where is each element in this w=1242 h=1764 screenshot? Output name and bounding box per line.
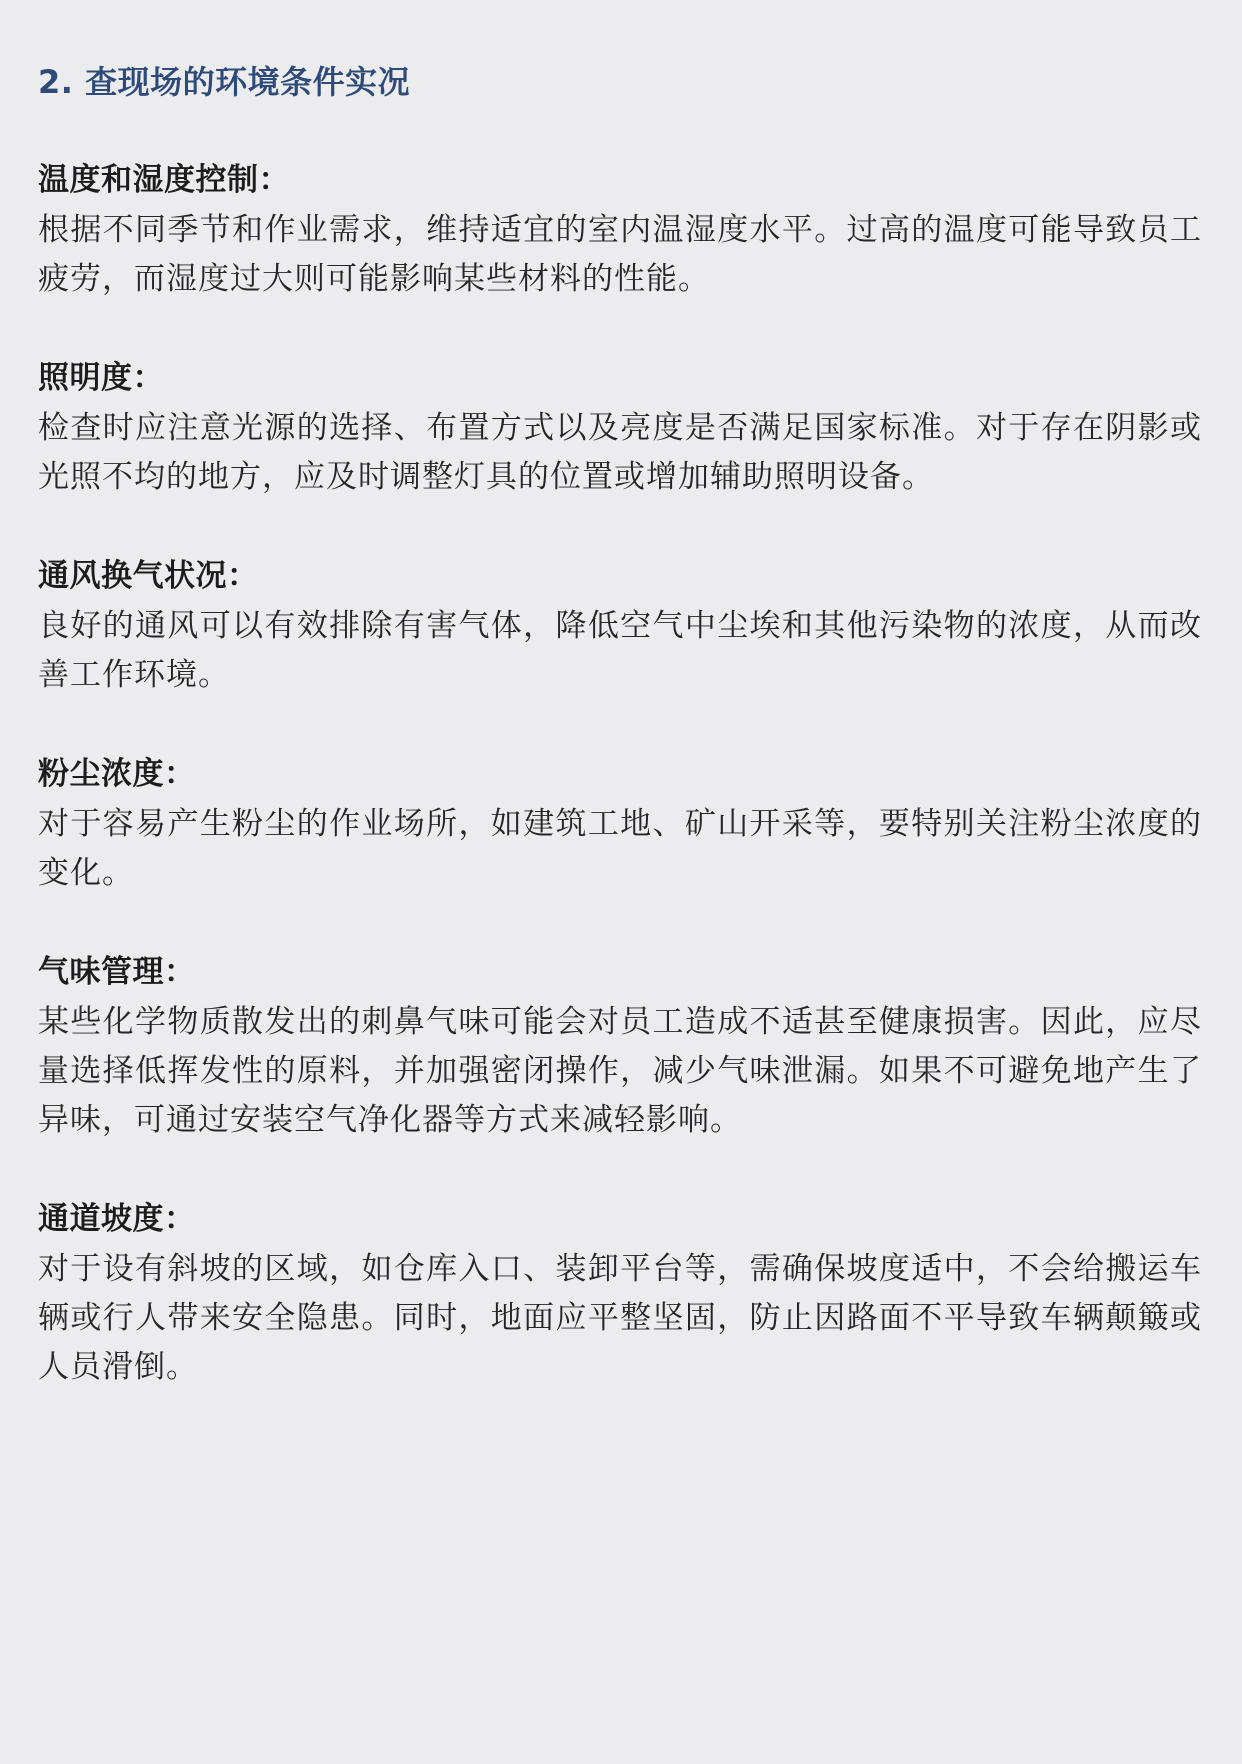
item-heading: 粉尘浓度：: [38, 756, 196, 792]
item-body: 对于设有斜坡的区域，如仓库入口、装卸平台等，需确保坡度适中，不会给搬运车辆或行人带来安全隐患。同时，地面应平整坚固，防止因路面不平导致车辆颠簸或人员滑倒。: [38, 1251, 1202, 1385]
item-heading: 通风换气状况：: [38, 558, 259, 594]
condition-item-odor: [38, 948, 1202, 1145]
condition-item-ventilation: [38, 552, 1202, 700]
item-heading: 照明度：: [38, 360, 164, 396]
condition-item-slope: [38, 1195, 1202, 1392]
section-title: 2. 查现场的环境条件实况: [38, 63, 411, 101]
condition-item-temperature-humidity: [38, 156, 1202, 304]
condition-list: [38, 156, 1202, 1392]
item-body: 检查时应注意光源的选择、布置方式以及亮度是否满足国家标准。对于存在阴影或光照不均的地方，应及时调整灯具的位置或增加辅助照明设备。: [38, 410, 1202, 495]
item-heading: 气味管理：: [38, 954, 196, 990]
condition-item-lighting: [38, 354, 1202, 502]
item-heading: 通道坡度：: [38, 1201, 196, 1237]
item-heading: 温度和湿度控制：: [38, 162, 290, 198]
condition-item-dust: [38, 750, 1202, 898]
item-body: 良好的通风可以有效排除有害气体，降低空气中尘埃和其他污染物的浓度，从而改善工作环境。: [38, 608, 1202, 693]
item-body: 对于容易产生粉尘的作业场所，如建筑工地、矿山开采等，要特别关注粉尘浓度的变化。: [38, 806, 1202, 891]
item-body: 某些化学物质散发出的刺鼻气味可能会对员工造成不适甚至健康损害。因此，应尽量选择低挥发性的原料，并加强密闭操作，减少气味泄漏。如果不可避免地产生了异味，可通过安装空气净化器等方式来减轻影响。: [38, 1004, 1202, 1138]
item-body: 根据不同季节和作业需求，维持适宜的室内温湿度水平。过高的温度可能导致员工疲劳，而湿度过大则可能影响某些材料的性能。: [38, 212, 1202, 297]
